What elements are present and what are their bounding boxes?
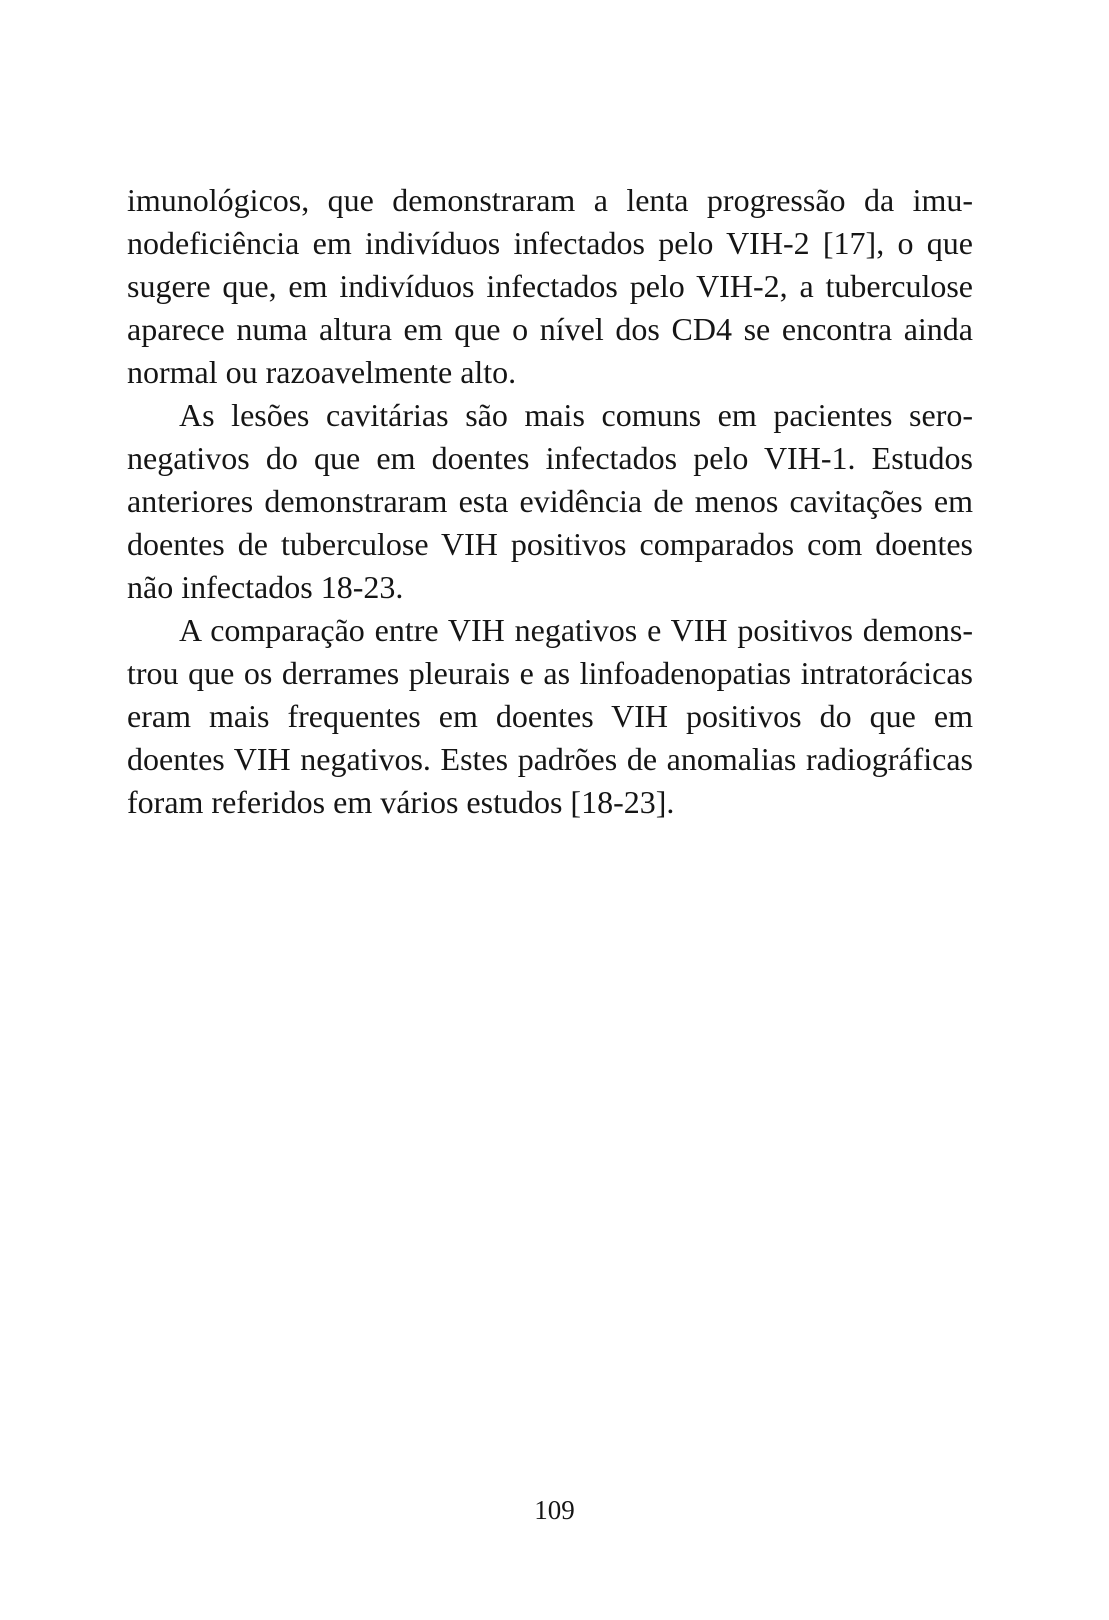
paragraph-3-line-5: foram referidos em vários estudos [18-23]. [127,784,675,820]
paragraph-2-line-4: doentes de tuberculose VIH positivos comparados com doentes [127,526,973,562]
paragraph-3-line-1: A comparação entre VIH negativos e VIH positivos demons- [179,612,973,648]
paragraph-1-line-4: aparece numa altura em que o nível dos CD4 se encontra ainda [127,311,973,347]
paragraph-2-line-1: As lesões cavitárias são mais comuns em pacientes sero- [179,397,973,433]
paragraph-2-line-2: negativos do que em doentes infectados pelo VIH-1. Estudos [127,440,973,476]
paragraph-3-line-2: trou que os derrames pleurais e as linfoadenopatias intratorácicas [127,655,973,691]
page-number: 109 [534,1495,575,1525]
paragraph-2-line-5: não infectados 18-23. [127,569,404,605]
paragraph-3-line-4: doentes VIH negativos. Estes padrões de anomalias radiográficas [127,741,973,777]
paragraph-3-line-3: eram mais frequentes em doentes VIH positivos do que em [127,698,973,734]
paragraph-1-line-5: normal ou razoavelmente alto. [127,354,517,390]
paragraph-1-line-1: imunológicos, que demonstraram a lenta progressão da imu- [127,182,973,218]
paragraph-1-line-3: sugere que, em indivíduos infectados pelo VIH-2, a tuberculose [127,268,973,304]
paragraph-1-line-2: nodeficiência em indivíduos infectados pelo VIH-2 [17], o que [127,225,973,261]
body-text [127,179,973,824]
paragraph-2-line-3: anteriores demonstraram esta evidência de menos cavitações em [127,483,973,519]
